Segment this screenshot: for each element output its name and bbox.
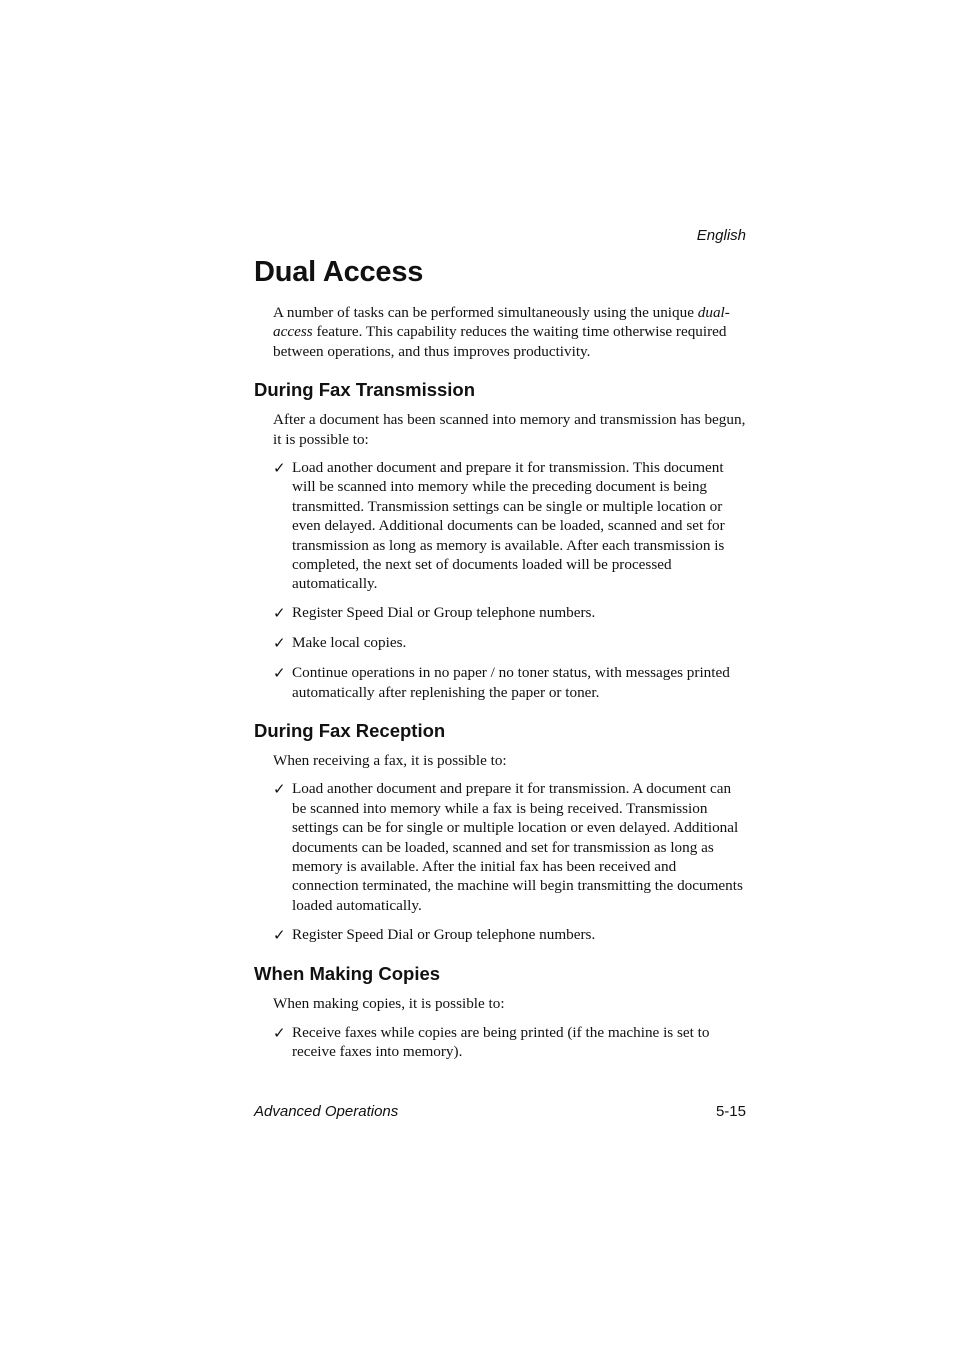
- page-footer: [254, 1103, 746, 1120]
- bullet-item: [273, 779, 746, 915]
- bullet-list: [254, 779, 746, 945]
- section-heading: During Fax Transmission: [254, 379, 476, 401]
- section-making-copies: [254, 963, 746, 1061]
- intro-text-start: A number of tasks can be performed simultaneously using the unique: [273, 304, 698, 321]
- checkmark-icon: ✓: [273, 1023, 286, 1042]
- bullet-text: Continue operations in no paper / no toner status, with messages printed automatically after replenishing the paper or toner.: [292, 664, 730, 701]
- bullet-item: [273, 925, 746, 945]
- bullet-text: Register Speed Dial or Group telephone numbers.: [292, 604, 596, 622]
- section-lead: After a document has been scanned into memory and transmission has begun, it is possible to:: [273, 411, 746, 448]
- bullet-item: [273, 603, 746, 623]
- intro-paragraph: [273, 303, 746, 361]
- section-heading: During Fax Reception: [254, 720, 446, 741]
- bullet-item: [273, 458, 746, 594]
- section-fax-reception: [254, 720, 746, 945]
- bullet-list: [254, 458, 746, 702]
- section-heading: When Making Copies: [254, 963, 441, 985]
- section-lead: When making copies, it is possible to:: [273, 995, 505, 1013]
- bullet-text: Make local copies.: [292, 634, 407, 652]
- checkmark-icon: ✓: [273, 780, 286, 799]
- checkmark-icon: ✓: [273, 604, 286, 623]
- checkmark-icon: ✓: [273, 925, 286, 944]
- section-fax-transmission: [254, 379, 746, 702]
- page-title: Dual Access: [254, 256, 424, 288]
- bullet-text: Receive faxes while copies are being printed (if the machine is set to receive faxes into memory).: [292, 1023, 710, 1060]
- checkmark-icon: ✓: [273, 664, 286, 683]
- bullet-text: Register Speed Dial or Group telephone numbers.: [292, 925, 596, 943]
- checkmark-icon: ✓: [273, 459, 286, 478]
- page-number: 5-15: [715, 1103, 746, 1120]
- bullet-item: [273, 633, 746, 653]
- intro-text-end: feature. This capability reduces the waiting time otherwise required between operations, and thus improves productivity.: [273, 323, 727, 360]
- page-content: [254, 303, 746, 1079]
- bullet-list: [254, 1023, 746, 1062]
- bullet-text: Load another document and prepare it for transmission. A document can be scanned into memory while a fax is being received. Transmission settings can be for single or multiple location or even delayed. Additional documents can be loaded, scanned and set for transmission as long as memory is available. After the initial fax has been received and connection terminated, the machine will begin transmitting the documents loaded automatically.: [292, 780, 743, 914]
- footer-chapter: Advanced Operations: [254, 1103, 399, 1120]
- section-lead: When receiving a fax, it is possible to:: [273, 752, 507, 769]
- bullet-text: Load another document and prepare it for transmission. This document will be scanned into memory while the preceding document is being transmitted. Transmission settings can be single or multiple location or even delayed. Additional documents can be loaded, scanned and set for transmission as long as memory is available. After each transmission is completed, the next set of documents loaded will be processed automatically.: [292, 459, 725, 593]
- bullet-item: [273, 1023, 746, 1062]
- bullet-item: [273, 663, 746, 702]
- checkmark-icon: ✓: [273, 634, 286, 653]
- language-label: English: [696, 227, 746, 244]
- dual-access-term: dual-access: [273, 304, 730, 341]
